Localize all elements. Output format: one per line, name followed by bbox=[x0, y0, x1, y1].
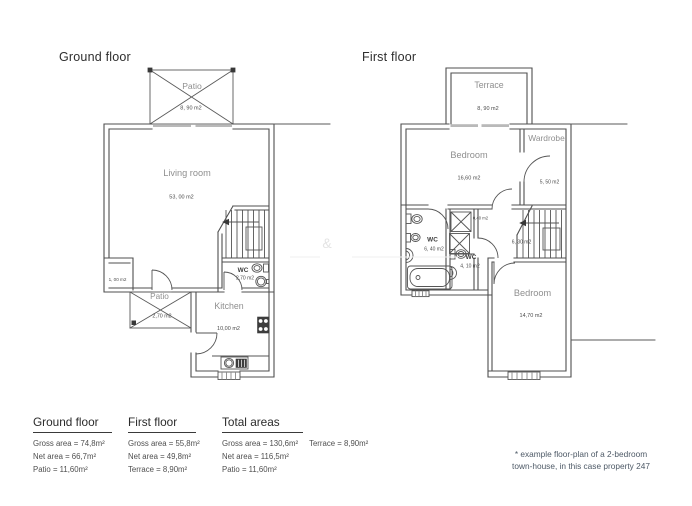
patio-door-glazing bbox=[153, 124, 191, 127]
stairs-icon bbox=[519, 210, 561, 258]
ground-floor-title: Ground floor bbox=[59, 50, 131, 64]
svg-text:&: & bbox=[322, 235, 332, 251]
summary-cell: Gross area = 130,6m² bbox=[222, 439, 299, 448]
patio-side-area: 2,70 m2 bbox=[152, 313, 172, 320]
wc-fixtures bbox=[252, 264, 269, 287]
terrace-door-glazing bbox=[451, 124, 479, 127]
window-icon bbox=[218, 372, 240, 380]
summary-row: Net area = 49,8m² bbox=[128, 451, 192, 461]
stove-icon bbox=[258, 317, 270, 333]
patio-top-area: 8, 90 m2 bbox=[180, 105, 202, 112]
summary-row: Patio = 11,60m² bbox=[33, 464, 88, 474]
summary-header: Total areas bbox=[222, 415, 303, 433]
first-floor-plan bbox=[401, 68, 655, 380]
ground-floor-door-arcs bbox=[152, 270, 242, 354]
summary-row: Net area = 66,7m² bbox=[33, 451, 97, 461]
ground-floor-plan bbox=[104, 68, 330, 380]
duct-area: 0,40 m2 bbox=[472, 215, 489, 221]
ground-floor-walls bbox=[104, 124, 330, 377]
bedroom-2-label: Bedroom bbox=[513, 288, 552, 298]
sink-icon bbox=[450, 267, 457, 280]
footnote bbox=[492, 448, 670, 472]
kitchen-label: Kitchen bbox=[214, 301, 244, 311]
kitchen-area: 10,00 m2 bbox=[217, 326, 240, 332]
bathroom-area: 6, 40 m2 bbox=[424, 246, 444, 253]
wc-area: 4, 10 m2 bbox=[460, 263, 480, 270]
stairs-area: 6, 30 m2 bbox=[511, 239, 532, 246]
bidet-icon bbox=[406, 234, 411, 243]
summary-row: Terrace = 8,90m² bbox=[128, 464, 188, 474]
patio-door-glazing bbox=[196, 124, 233, 127]
summary-row: Gross area = 74,8m² bbox=[33, 439, 105, 448]
patio-top-symbol bbox=[148, 68, 236, 124]
summary-cell: Terrace = 8,90m² bbox=[309, 439, 369, 448]
duct-symbol bbox=[450, 212, 472, 254]
living-room-label: Living room bbox=[163, 168, 211, 178]
bedroom-1-area: 16,60 m2 bbox=[457, 175, 481, 182]
bedroom-1-label: Bedroom bbox=[450, 150, 488, 160]
wc-label: WC bbox=[237, 267, 249, 274]
toilet-icon bbox=[252, 264, 262, 272]
terrace-label: Terrace bbox=[474, 80, 504, 90]
first-floor-title: First floor bbox=[362, 50, 417, 64]
summary-row: Gross area = 55,8m² bbox=[128, 439, 200, 448]
summary-total-areas bbox=[222, 415, 368, 476]
wardrobe-area: 5, 50 m2 bbox=[539, 179, 560, 186]
summary-header: Ground floor bbox=[33, 415, 112, 433]
toilet-icon bbox=[406, 214, 411, 224]
window-icon bbox=[412, 291, 540, 380]
bedroom-2-area: 14,70 m2 bbox=[519, 313, 543, 319]
toilet-icon bbox=[264, 264, 269, 272]
footnote-line-1: * example floor-plan of a 2-bedroom bbox=[514, 449, 648, 459]
storage-niche-area: 1, 00 m2 bbox=[108, 277, 127, 282]
bathroom-label: WC bbox=[427, 236, 438, 244]
terrace-door-glazing bbox=[482, 124, 510, 127]
summary-ground-floor bbox=[33, 415, 112, 476]
wc-label: WC bbox=[465, 254, 477, 261]
summary-first-floor bbox=[128, 415, 200, 476]
footnote-line-2: town-house, in this case property 247 bbox=[512, 461, 650, 471]
terrace-area: 8, 90 m2 bbox=[477, 106, 499, 112]
summary-header: First floor bbox=[128, 415, 196, 433]
summary-row: Net area = 116,5m² bbox=[222, 451, 289, 461]
sink-icon bbox=[406, 249, 413, 263]
wardrobe-label: Wardrobe bbox=[528, 133, 565, 143]
wc-area: 2,70 m2 bbox=[235, 275, 255, 282]
terrace-walls bbox=[446, 68, 532, 124]
patio-top-label: Patio bbox=[182, 81, 202, 91]
living-room-area: 53, 00 m2 bbox=[169, 194, 194, 201]
summary-row bbox=[222, 438, 368, 451]
patio-side-label: Patio bbox=[150, 292, 169, 301]
summary-row: Patio = 11,60m² bbox=[222, 464, 277, 474]
stairs-icon bbox=[222, 210, 264, 258]
